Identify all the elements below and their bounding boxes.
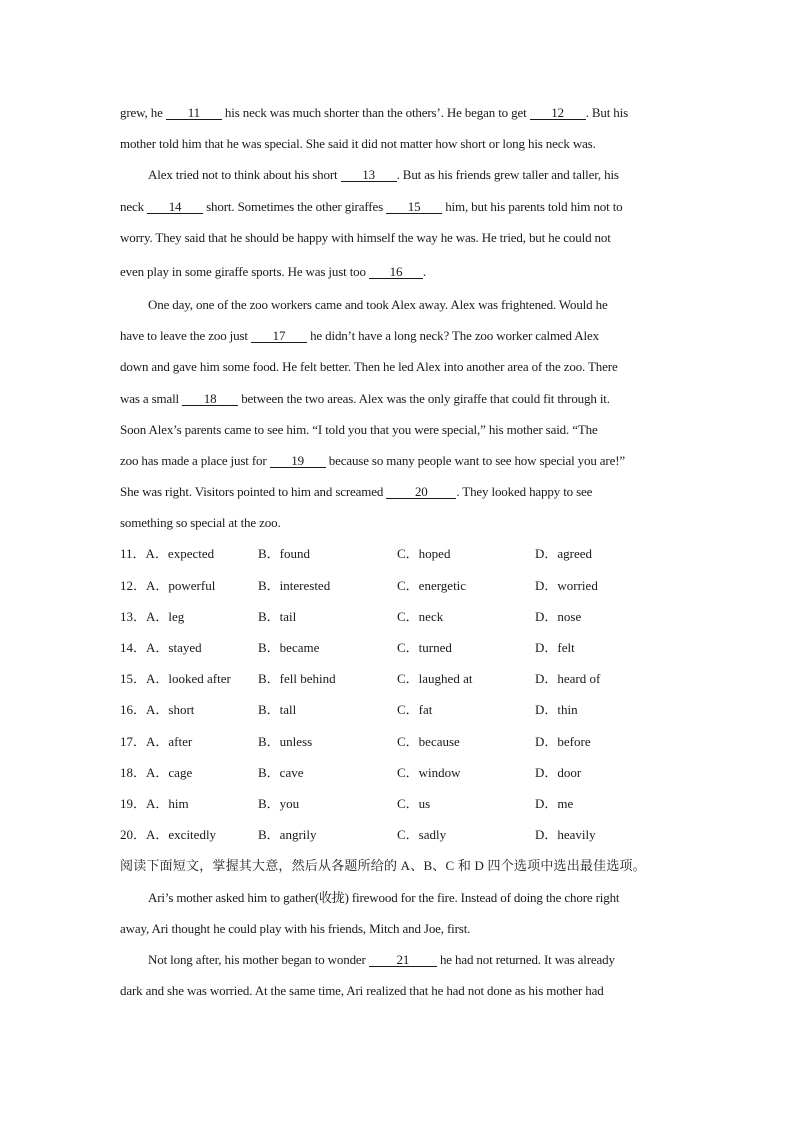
option-c[interactable]: C．us xyxy=(397,795,431,811)
passage-1 xyxy=(120,100,676,541)
passage-2 xyxy=(120,885,676,1010)
option-d[interactable]: D．worried xyxy=(535,577,598,593)
option-a[interactable]: 19．A．him xyxy=(120,795,189,811)
option-a[interactable]: 13．A．leg xyxy=(120,608,185,624)
option-a[interactable]: 15．A．looked after xyxy=(120,671,231,687)
answer-blank[interactable]: 12 xyxy=(530,106,586,120)
passage-line: dark and she was worried. At the same time, Ari realized that he had not done as his mother had xyxy=(120,983,604,999)
passage-line: grew, he 11 his neck was much shorter than the others’. He began to get 12 . But his xyxy=(120,105,629,120)
passage-line: Not long after, his mother began to wonder 21 he had not returned. It was already xyxy=(148,951,615,967)
passage-line: zoo has made a place just for 19 because so many people want to see how special you are!” xyxy=(120,452,626,468)
option-b[interactable]: B．became xyxy=(258,640,320,655)
answer-blank[interactable]: 13 xyxy=(341,168,397,182)
option-c[interactable]: C．window xyxy=(397,764,461,780)
passage-line: down and gave him some food. He felt better. Then he led Alex into another area of the zoo. There xyxy=(120,359,618,375)
passage-line: Ari’s mother asked him to gather(收拢) firewood for the fire. Instead of doing the chore right xyxy=(148,889,620,905)
option-d[interactable]: D．felt xyxy=(535,640,575,655)
passage-line: away, Ari thought he could play with his friends, Mitch and Joe, first. xyxy=(120,920,471,936)
option-a[interactable]: 17．A．after xyxy=(120,733,193,749)
option-a[interactable]: 12．A．powerful xyxy=(120,577,216,593)
option-d[interactable]: D．before xyxy=(535,733,591,749)
option-c[interactable]: C．sadly xyxy=(397,827,447,843)
passage-line: have to leave the zoo just 17 he didn’t have a long neck? The zoo worker calmed Alex xyxy=(120,328,599,344)
option-c[interactable]: C．neck xyxy=(397,608,444,624)
answer-blank[interactable]: 17 xyxy=(251,329,307,343)
option-d[interactable]: D．nose xyxy=(535,608,582,624)
option-b[interactable]: B．unless xyxy=(258,733,313,749)
passage-line: worry. They said that he should be happy with himself the way he was. He tried, but he could not xyxy=(120,229,611,245)
passage-line: even play in some giraffe sports. He was just too 16 . xyxy=(120,263,427,279)
question-row xyxy=(120,604,676,635)
question-row xyxy=(120,791,676,822)
option-d[interactable]: D．me xyxy=(535,795,574,811)
question-row xyxy=(120,729,676,760)
option-c[interactable]: C．hoped xyxy=(397,546,451,562)
option-b[interactable]: B．found xyxy=(258,546,311,562)
document-page xyxy=(120,100,676,1009)
option-d[interactable]: D．heavily xyxy=(535,827,596,843)
option-b[interactable]: B．cave xyxy=(258,764,304,780)
option-c[interactable]: C．because xyxy=(397,733,460,749)
answer-blank[interactable]: 20 xyxy=(386,485,456,499)
passage-line: mother told him that he was special. She said it did not matter how short or long his neck was. xyxy=(120,136,596,152)
option-b[interactable]: B．interested xyxy=(258,577,331,593)
option-c[interactable]: C．turned xyxy=(397,640,452,655)
passage-line: neck 14 short. Sometimes the other giraffes 15 him, but his parents told him not to xyxy=(120,198,623,214)
answer-blank[interactable]: 18 xyxy=(182,392,238,406)
question-row xyxy=(120,573,676,604)
option-b[interactable]: B．tail xyxy=(258,608,297,624)
passage-line: was a small 18 between the two areas. Alex was the only giraffe that could fit through it. xyxy=(120,390,610,406)
passage-line: Soon Alex’s parents came to see him. “I told you that you were special,” his mother said. “The xyxy=(120,421,598,437)
passage-line: One day, one of the zoo workers came and took Alex away. Alex was frightened. Would he xyxy=(148,296,608,312)
answer-blank[interactable]: 15 xyxy=(386,200,442,214)
option-b[interactable]: B．tall xyxy=(258,702,297,718)
answer-blank[interactable]: 11 xyxy=(166,106,222,120)
option-b[interactable]: B．you xyxy=(258,795,300,811)
option-b[interactable]: B．fell behind xyxy=(258,671,336,687)
option-d[interactable]: D．heard of xyxy=(535,671,601,687)
passage-line: She was right. Visitors pointed to him and screamed 20 . They looked happy to see xyxy=(120,484,593,500)
option-a[interactable]: 14．A．stayed xyxy=(120,640,202,655)
option-c[interactable]: C．energetic xyxy=(397,577,467,593)
option-d[interactable]: D．agreed xyxy=(535,546,593,562)
question-row xyxy=(120,666,676,697)
question-row xyxy=(120,635,676,666)
option-b[interactable]: B．angrily xyxy=(258,827,317,843)
passage-line: something so special at the zoo. xyxy=(120,515,281,531)
question-row xyxy=(120,760,676,791)
answer-blank[interactable]: 16 xyxy=(369,265,423,279)
question-row xyxy=(120,541,676,572)
answer-blank[interactable]: 19 xyxy=(270,454,326,468)
option-d[interactable]: D．thin xyxy=(535,702,578,718)
option-a[interactable]: 18．A．cage xyxy=(120,764,193,780)
question-list xyxy=(120,541,676,853)
answer-blank[interactable]: 21 xyxy=(369,953,437,967)
option-c[interactable]: C．fat xyxy=(397,702,433,718)
section-instruction: 阅读下面短文，掌握其大意，然后从各题所给的 A、B、C 和 D 四个选项中选出最佳选项。 xyxy=(120,858,646,874)
option-a[interactable]: 20．A．excitedly xyxy=(120,827,217,843)
question-row xyxy=(120,822,676,853)
passage-line: Alex tried not to think about his short 13 . But as his friends grew taller and taller, his xyxy=(148,167,619,183)
answer-blank[interactable]: 14 xyxy=(147,200,203,214)
question-row xyxy=(120,697,676,728)
option-d[interactable]: D．door xyxy=(535,764,582,780)
option-a[interactable]: 16．A．short xyxy=(120,702,195,718)
option-a[interactable]: 11．A．expected xyxy=(120,546,215,562)
option-c[interactable]: C．laughed at xyxy=(397,671,473,687)
